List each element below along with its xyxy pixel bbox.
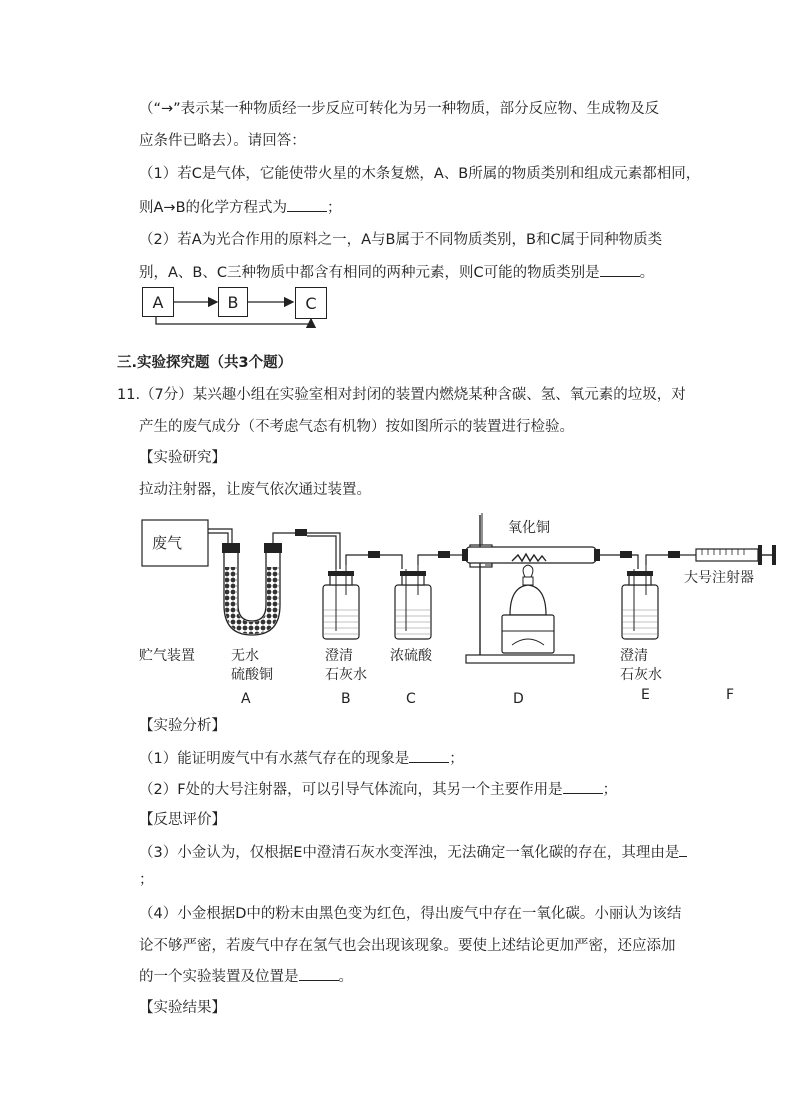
label-e-line1: 澄清 [620, 648, 648, 664]
analysis-q2-text: （2）F处的大号注射器，可以引导气体流向，其另一个主要作用是 [139, 782, 563, 798]
q10-part2-text: 别，A、B、C三种物质中都含有相同的两种元素，则C可能的物质类别是 [139, 265, 600, 281]
reflect-q4-tail: 。 [338, 969, 353, 985]
q11-stem-line1: 11.（7分）某兴趣小组在实验室相对封闭的装置内燃烧某种含碳、氢、氧元素的垃圾，对 [117, 387, 686, 403]
reflect-q4-line3 [139, 966, 353, 987]
reflect-heading: 【反思评价】 [139, 812, 226, 828]
label-c: 浓硫酸 [390, 648, 432, 664]
label-big-syringe: 大号注射器 [684, 570, 754, 586]
label-b-line2: 石灰水 [325, 667, 367, 683]
intro-line-2: 应条件已略去）。请回答： [139, 133, 306, 149]
q10-part2-line1: （2）若A为光合作用的原料之一，A与B属于不同物质类别，B和C属于同种物质类 [139, 232, 663, 248]
q10-part2-line2 [139, 262, 654, 283]
label-a-line1: 无水 [231, 648, 259, 664]
intro-line-1: （“→”表示某一种物质经一步反应可转化为另一种物质，部分反应物、生成物及反 [139, 101, 660, 117]
answer-blank[interactable] [287, 197, 327, 212]
letter-a: A [241, 691, 251, 707]
reflect-q4-text: 的一个实验装置及位置是 [139, 969, 299, 985]
result-heading: 【实验结果】 [139, 1000, 226, 1016]
section-title: 三.实验探究题（共3个题） [117, 355, 293, 371]
letter-e: E [641, 687, 650, 703]
anhydrous-copper-sulfate [225, 567, 279, 634]
label-a-line2: 硫酸铜 [231, 667, 273, 683]
analysis-q1-text: （1）能证明废气中有水蒸气存在的现象是 [139, 751, 410, 767]
q10-part1-tail: ； [327, 200, 342, 216]
analysis-q2-tail: ； [602, 782, 618, 798]
answer-blank[interactable] [409, 748, 449, 763]
analysis-q1-tail: ； [449, 751, 464, 767]
q11-stem-line2: 产生的废气成分（不考虑气态有机物）按如图所示的装置进行检验。 [139, 419, 574, 435]
letter-f: F [726, 687, 735, 703]
label-e-line2: 石灰水 [620, 667, 662, 683]
node-c: C [295, 287, 327, 319]
reflect-q3 [139, 842, 687, 863]
letter-d: D [513, 691, 524, 707]
reflect-q3-tail: ； [139, 872, 154, 888]
q10-part1-line2 [139, 197, 342, 218]
q10-part1-text: 则A→B的化学方程式为 [139, 200, 288, 216]
answer-blank[interactable] [563, 779, 603, 794]
label-b-line1: 澄清 [325, 648, 353, 664]
answer-blank[interactable] [679, 842, 687, 857]
arrow-a-to-c [156, 317, 311, 324]
label-copper-oxide: 氧化铜 [508, 520, 550, 536]
reflect-q4-line1: （4）小金根据D中的粉末由黑色变为红色，得出废气中存在一氧化碳。小丽认为该结 [139, 906, 682, 922]
alcohol-lamp [510, 585, 546, 615]
analysis-q2 [139, 779, 617, 800]
label-storage: 贮气装置 [139, 648, 195, 664]
answer-blank[interactable] [299, 966, 339, 981]
analysis-heading: 【实验分析】 [139, 718, 226, 734]
node-a: A [142, 287, 174, 317]
letter-c: C [406, 691, 416, 707]
q10-part2-tail: 。 [639, 265, 655, 281]
stand-base [466, 655, 574, 663]
large-syringe [696, 549, 758, 561]
reflect-q3-text: （3）小金认为，仅根据E中澄清石灰水变浑浊，无法确定一氧化碳的存在，其理由是 [139, 845, 680, 861]
node-b: B [218, 287, 248, 317]
letter-b: B [341, 691, 351, 707]
answer-blank[interactable] [600, 262, 640, 277]
reflect-q4-line2: 论不够严密，若废气中存在氢气也会出现该现象。要使上述结论更加严密，还应添加 [139, 938, 676, 954]
analysis-q1 [139, 748, 464, 769]
research-text: 拉动注射器，让废气依次通过装置。 [139, 482, 371, 498]
q10-part1-line1: （1）若C是气体，它能使带火星的木条复燃，A、B所属的物质类别和组成元素都相同， [139, 166, 701, 182]
research-heading: 【实验研究】 [139, 450, 226, 466]
label-waste-gas: 废气 [152, 534, 183, 552]
